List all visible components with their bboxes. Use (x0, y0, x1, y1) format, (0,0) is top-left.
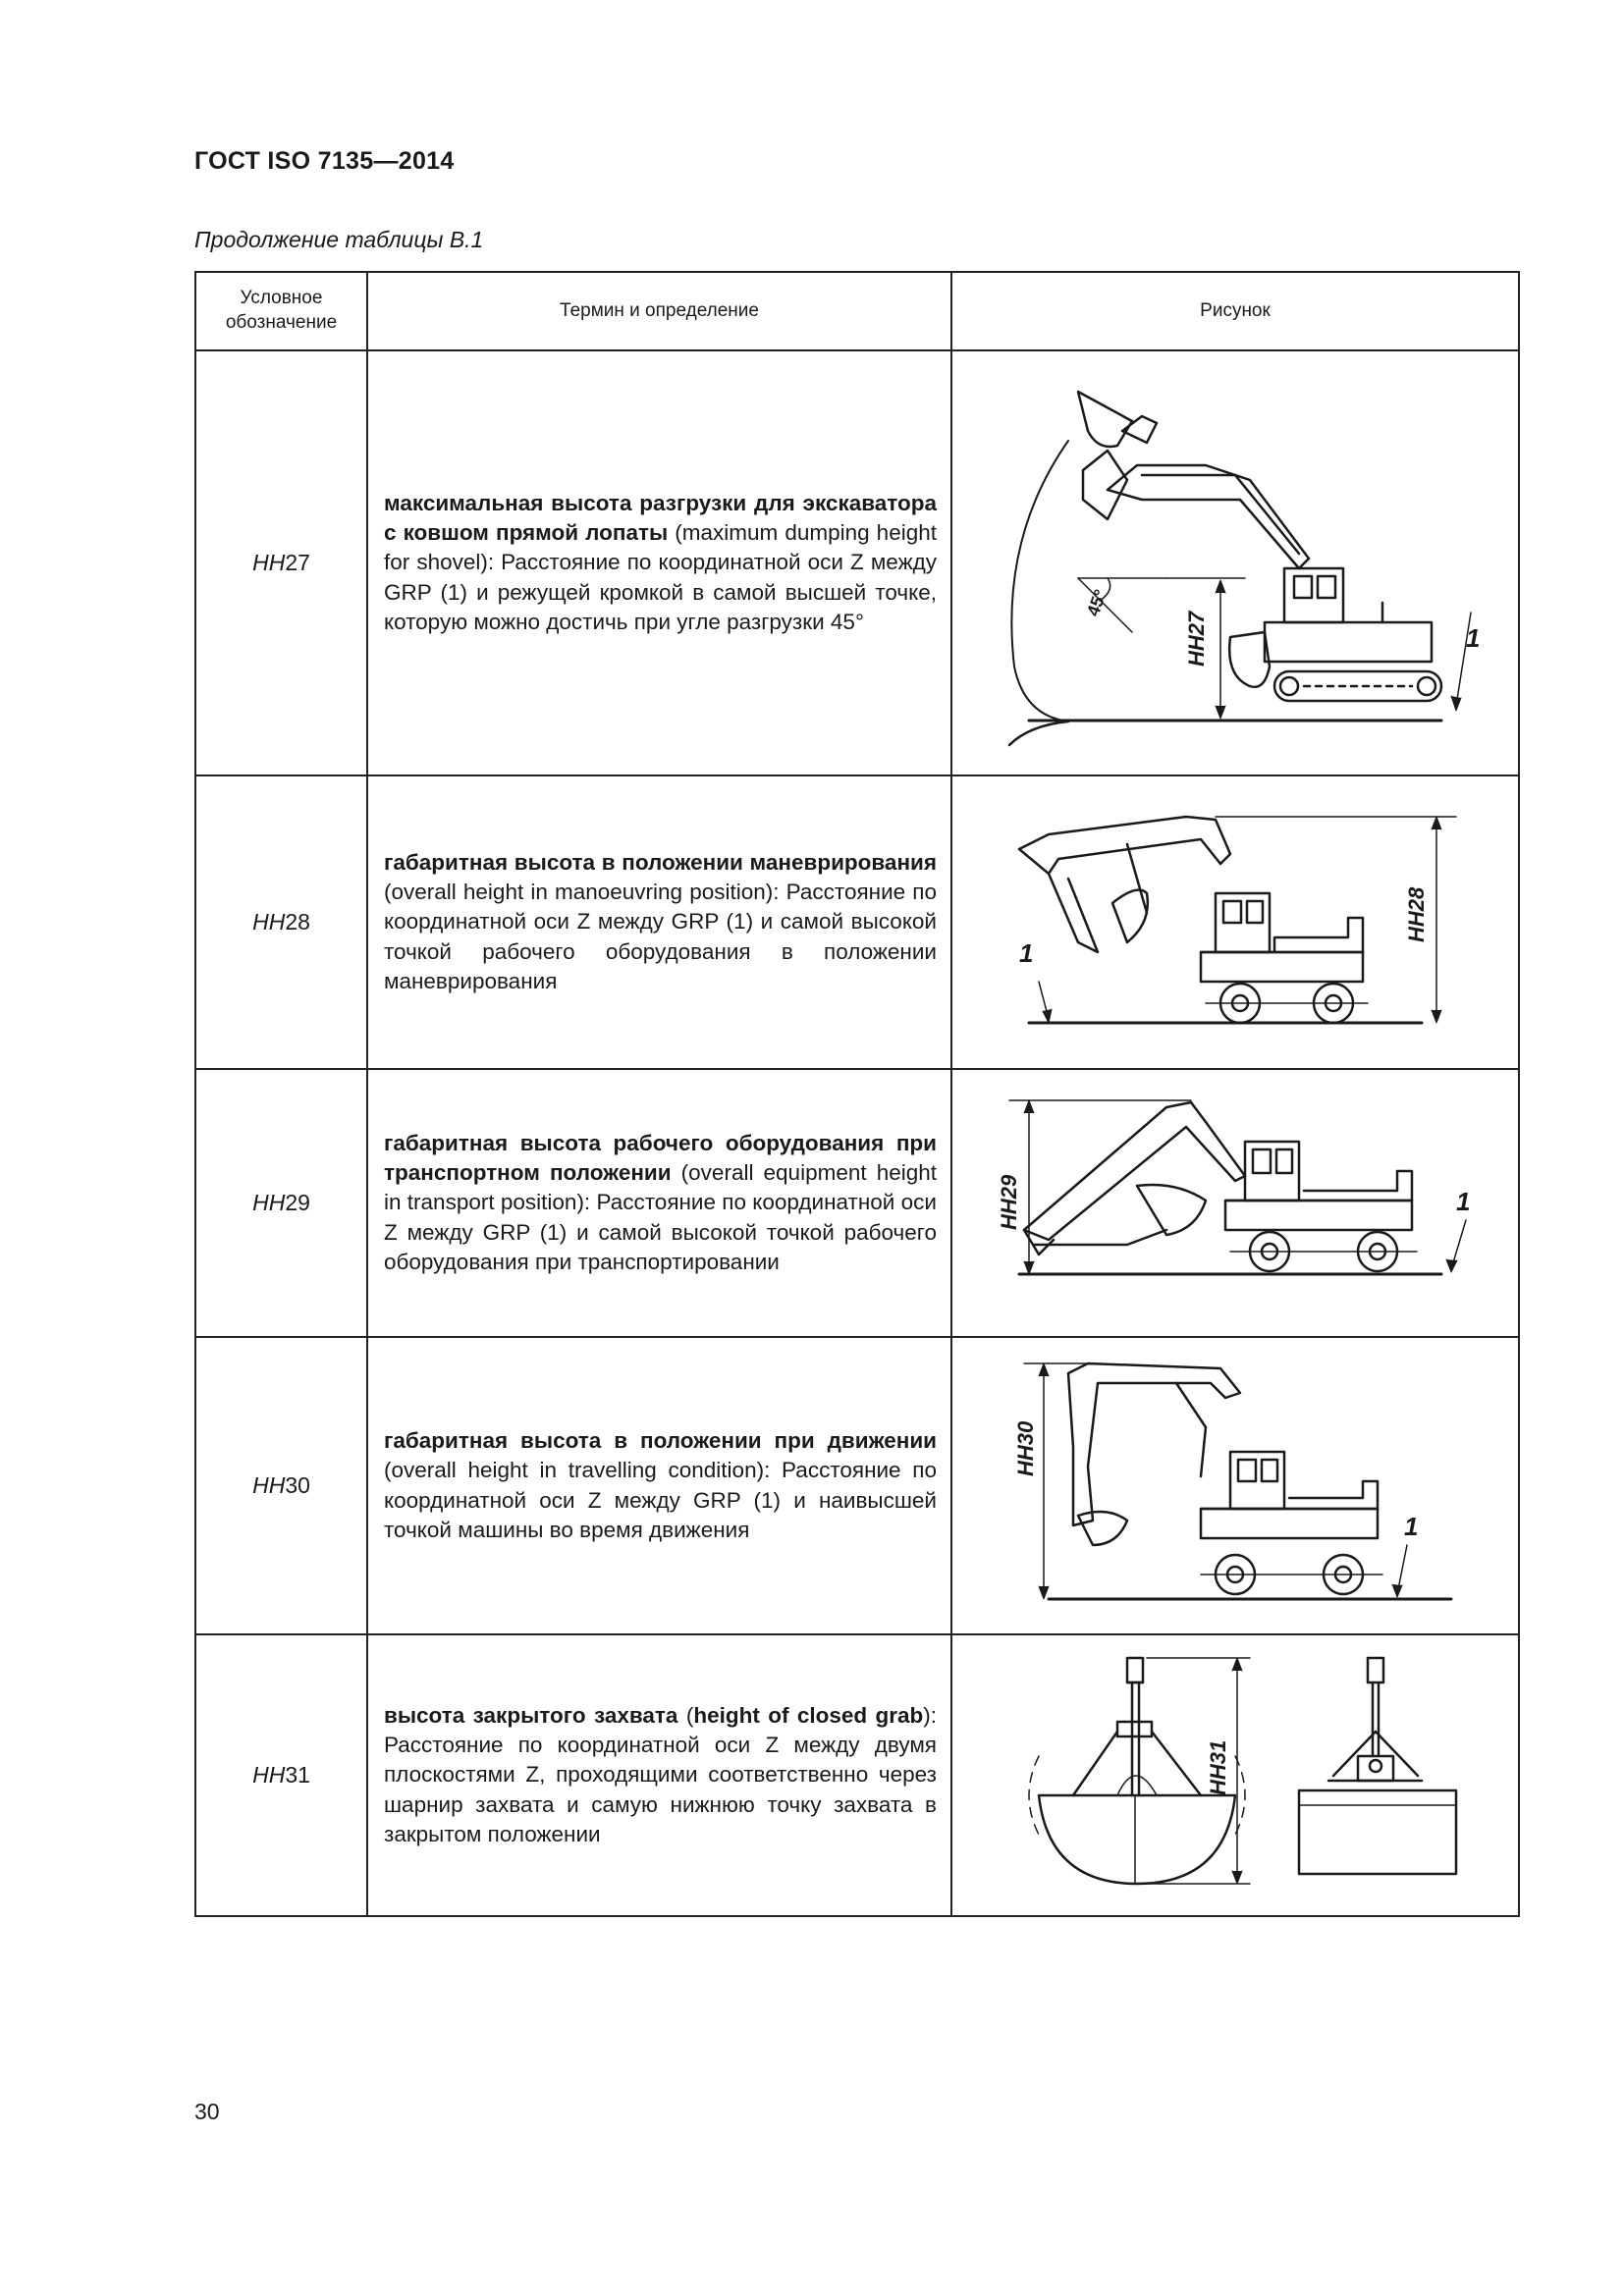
figure-cell (951, 350, 1519, 775)
grp-label: 1 (1466, 622, 1481, 653)
table-row (195, 1634, 1519, 1916)
col-header-figure: Рисунок (951, 272, 1519, 350)
definition-cell: максимальная высота разгрузки для экскаватора с ковшом прямой лопаты (maximum dumping height for shovel): Расстояние по координатной оси Z между GRP (1) и режущей кромкой в самой высшей точке, которую можно достичь при угле разгрузки 45° (367, 350, 951, 775)
table-row (195, 350, 1519, 775)
symbol-cell: HH29 (195, 1069, 367, 1337)
definition-cell: габаритная высота в положении маневрирования (overall height in manoeuvring position): Расстояние по координатной оси Z между GRP (1) и самой высокой точкой рабочего оборудования в положении маневрирования (367, 775, 951, 1069)
table-row (195, 775, 1519, 1069)
manoeuvring-height-figure (980, 795, 1490, 1050)
angle-label: 45° (1082, 586, 1111, 618)
figure-cell (951, 1634, 1519, 1916)
figure-cell (951, 1069, 1519, 1337)
page-number: 30 (194, 2099, 220, 2124)
figure-cell (951, 1337, 1519, 1634)
symbol-cell: HH28 (195, 775, 367, 1069)
definition-cell: габаритная высота в положении при движении (overall height in travelling condition): Расстояние по координатной оси Z между GRP (1) и наивысшей точкой машины во время движения (367, 1337, 951, 1634)
table-caption: Продолжение таблицы В.1 (194, 227, 484, 252)
page-header: ГОСТ ISO 7135—2014 (194, 147, 455, 175)
shovel-dump-height-figure (970, 372, 1500, 755)
transport-height-figure (980, 1083, 1490, 1323)
hh29-label: HH29 (997, 1174, 1021, 1230)
col-header-symbol: Условное обозначение (195, 272, 367, 350)
symbol-cell: HH31 (195, 1634, 367, 1916)
grp-label: 1 (1456, 1187, 1471, 1216)
table-header-row (195, 272, 1519, 350)
figure-cell (951, 775, 1519, 1069)
travelling-height-figure (980, 1349, 1490, 1624)
hh27-label: HH27 (1184, 611, 1209, 667)
closed-grab-height-figure (980, 1648, 1490, 1903)
definition-cell: габаритная высота рабочего оборудования при транспортном положении (overall equipment height in transport position): Расстояние по координатной оси Z между GRP (1) и самой высокой точкой рабочего оборудования при транспортировании (367, 1069, 951, 1337)
hh30-label: HH30 (1013, 1420, 1038, 1476)
grp-label: 1 (1019, 937, 1034, 968)
symbol-cell: HH30 (195, 1337, 367, 1634)
hh31-label: HH31 (1206, 1739, 1230, 1795)
symbol-cell: HH27 (195, 350, 367, 775)
col-header-term: Термин и определение (367, 272, 951, 350)
definition-cell: высота закрытого захвата (height of closed grab): Расстояние по координатной оси Z между двумя плоскостями Z, проходящими соответственно через шарнир захвата и самую нижнюю точку захвата в закрытом положении (367, 1634, 951, 1916)
table-row (195, 1337, 1519, 1634)
table-row (195, 1069, 1519, 1337)
grp-label: 1 (1404, 1511, 1419, 1541)
terms-table (194, 271, 1520, 1917)
hh28-label: HH28 (1404, 886, 1429, 942)
